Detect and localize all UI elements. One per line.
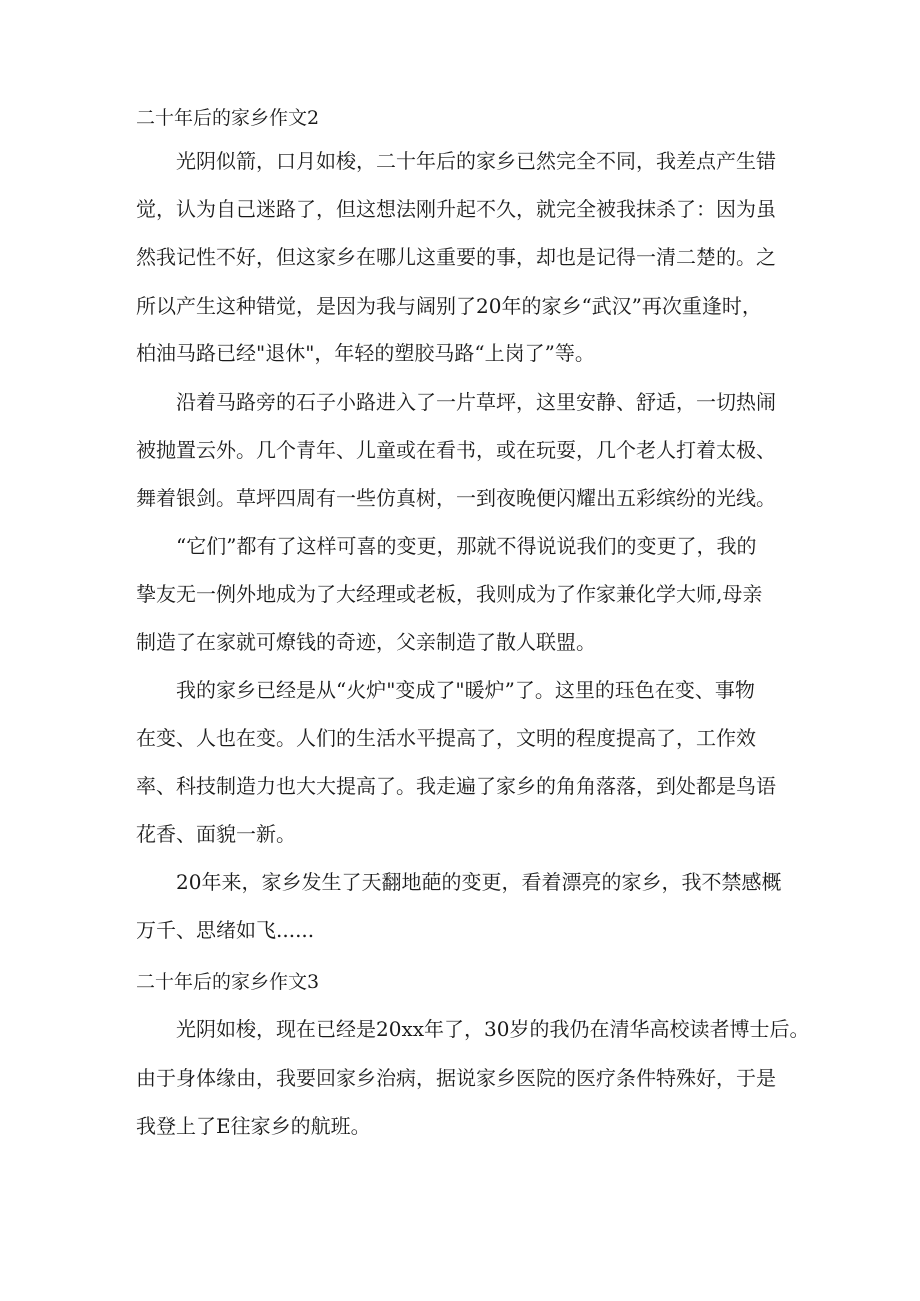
paragraph-line: 由于身体缘由，我要回家乡治病，据说家乡医院的医疗条件特殊好，于是 <box>136 1066 776 1090</box>
paragraph-line: 然我记性不好，但这家乡在哪儿这重要的事，却也是记得一清二楚的。之 <box>136 245 776 269</box>
essay3-title: 二十年后的家乡作文3 <box>136 971 320 993</box>
paragraph-line: 我的家乡已经是从“火炉"变成了"暖炉”了。这里的珏色在变、事物 <box>176 678 755 702</box>
paragraph-line: 舞着银剑。草坪四周有一些仿真树，一到夜晚便闪耀出五彩缤纷的光线。 <box>136 486 776 510</box>
paragraph-line: 光阴如梭，现在已经是20xx年了，30岁的我仍在清华高校读者博士后。 <box>176 1017 810 1041</box>
paragraph-line: 挚友无一例外地成为了大经理或老板，我则成为了作家兼化学大师,母亲 <box>136 582 763 606</box>
paragraph-line: 在变、人也在变。人们的生活水平提高了，文明的程度提高了，工作效 <box>136 726 756 750</box>
paragraph-line: 柏油马路已经"退休"，年轻的塑胶马路“上岗了”等。 <box>136 341 595 365</box>
paragraph-line: 花香、面貌一新。 <box>136 822 296 846</box>
paragraph-line: 所以产生这种错觉，是因为我与阔别了20年的家乡“武汉”再次重逢时， <box>136 294 762 318</box>
paragraph-line: 率、科技制造力也大大提高了。我走遍了家乡的角角落落，到处都是鸟语 <box>136 774 776 798</box>
paragraph-line: 20年来，家乡发生了天翻地葩的变更，看着漂亮的家乡，我不禁感概 <box>176 870 782 894</box>
paragraph-line: 万千、思绪如飞...... <box>136 918 315 942</box>
paragraph-line: “它们”都有了这样可喜的变更，那就不得说说我们的变更了，我的 <box>176 534 757 558</box>
paragraph-line: 被抛置云外。几个青年、儿童或在看书，或在玩耍，几个老人打着太极、 <box>136 438 776 462</box>
paragraph-line: 我登上了E往家乡的航班。 <box>136 1114 371 1138</box>
paragraph-line: 光阴似箭，口月如梭，二十年后的家乡已然完全不同，我差点产生错 <box>176 149 776 173</box>
paragraph-line: 沿着马路旁的石子小路进入了一片草坪，这里安静、舒适，一切热闹 <box>176 390 776 414</box>
essay2-title: 二十年后的家乡作文2 <box>136 107 320 129</box>
paragraph-line: 觉，认为自己迷路了，但这想法刚升起不久，就完全被我抹杀了：因为虽 <box>136 197 776 221</box>
paragraph-line: 制造了在家就可燎钱的奇迹，父亲制造了散人联盟。 <box>136 630 596 654</box>
